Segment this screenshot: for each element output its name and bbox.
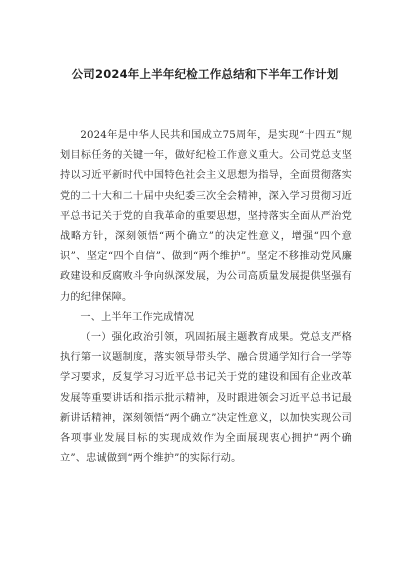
document-title: 公司2024年上半年纪检工作总结和下半年工作计划: [71, 67, 339, 81]
intro-paragraph: 2024年是中华人民共和国成立75周年，是实现“十四五”规划目标任务的关键一年，做好纪检工作意义重大。公司党总支坚持以习近平新时代中国特色社会主义思想为指导，全面贯彻落实党的二十大和二十届中央纪委三次全会精神，深入学习贯彻习近平总书记关于党的自我革命的重要思想，坚持落实全面从严治党战略方针，深刻领悟“两个确立”的决定性意义，增强“四个意识”、坚定“四个自信”、做到“两个维护”。坚定不移推动党风廉政建设和反腐败斗争向纵深发展，为公司高质量发展提供坚强有力的纪律保障。: [60, 130, 352, 303]
section-paragraph: （一）强化政治引领，巩固拓展主题教育成果。党总支严格执行第一议题制度，落实领导带头学、融合贯通学知行合一学等学习要求，反复学习习近平总书记关于党的建设和国有企业改革发展等重要讲话和指示批示精神，及时跟进领会习近平总书记最新讲话精神，深刻领悟“两个确立”决定性意义，以加快实现公司各项事业发展目标的实现成效作为全面展现衷心拥护“两个确立”、忠诚做到“两个维护”的实际行动。: [60, 332, 352, 465]
section-heading: 一、上半年工作完成情况: [80, 311, 195, 323]
document-body: [60, 126, 352, 469]
